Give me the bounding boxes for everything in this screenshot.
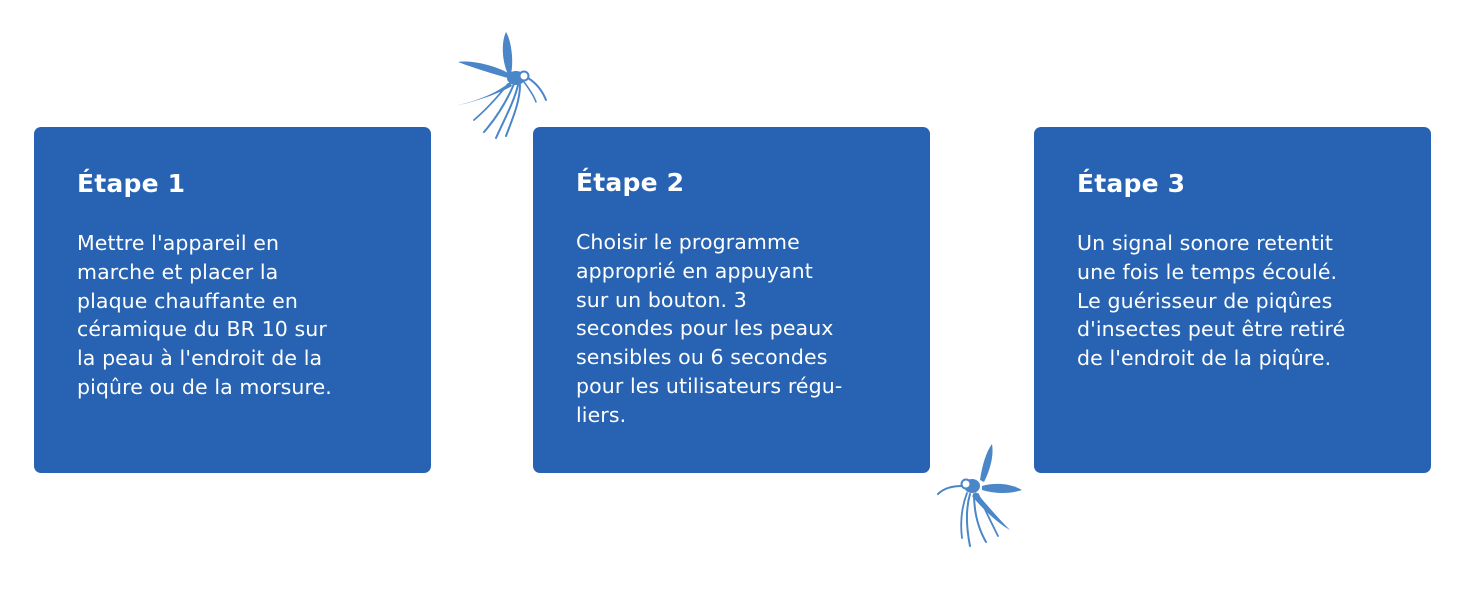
step-description: Mettre l'appareil en marche et placer la plaque chauffante en céramique du BR 10 sur la peau à l'endroit de la piqûre ou de la morsure. <box>77 231 332 399</box>
step-card-2 <box>533 127 930 473</box>
step-title: Étape 2 <box>576 168 685 197</box>
step-title: Étape 1 <box>77 169 186 198</box>
step-card-3 <box>1034 127 1431 473</box>
mosquito-icon <box>438 28 548 140</box>
step-description: Un signal sonore retentit une fois le temps écoulé. Le guérisseur de piqûres d'insectes peut être retiré de l'endroit de la piqûre. <box>1077 231 1346 371</box>
step-title: Étape 3 <box>1077 169 1186 198</box>
step-description: Choisir le programme approprié en appuyant sur un bouton. 3 secondes pour les peaux sensibles ou 6 secondes pour les utilisateurs régu- liers. <box>576 230 843 427</box>
mosquito-icon <box>936 442 1028 548</box>
step-card-1 <box>34 127 431 473</box>
